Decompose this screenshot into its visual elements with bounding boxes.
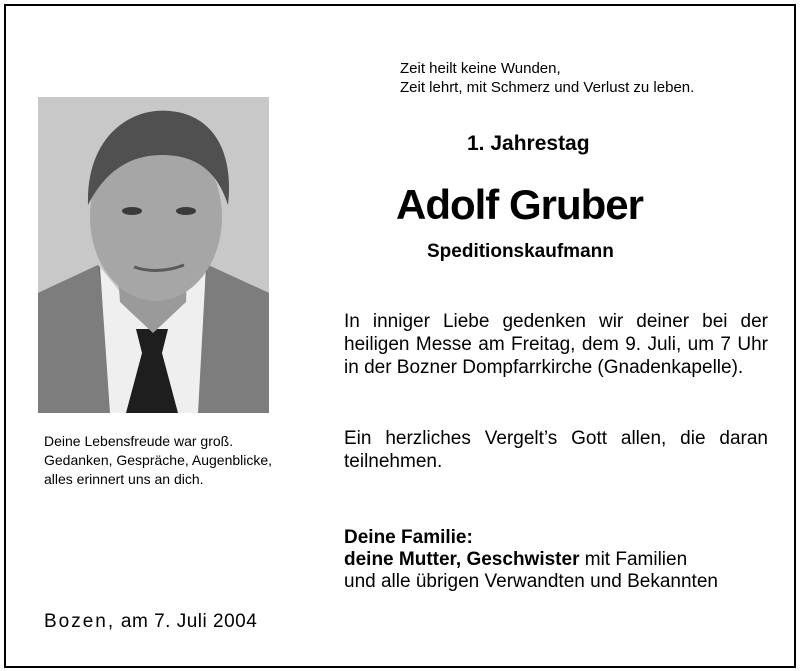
photo-caption xyxy=(44,432,272,489)
motto-line-2: Zeit lehrt, mit Schmerz und Verlust zu leben. xyxy=(400,79,695,96)
mass-announcement: In inniger Liebe gedenken wir deiner bei der heiligen Messe am Freitag, dem 9. Juli, um 7 Uhr in der Bozner Dompfarrkirche (Gnadenkapelle). xyxy=(344,311,768,378)
motto xyxy=(400,59,694,97)
family-heading: Deine Familie: xyxy=(344,527,473,548)
family-relatives-bold: deine Mutter, Geschwister xyxy=(344,549,580,570)
anniversary-heading: 1. Jahrestag xyxy=(467,132,590,155)
place-and-date xyxy=(44,611,257,633)
place-date: am 7. Juli 2004 xyxy=(115,611,258,632)
motto-line-1: Zeit heilt keine Wunden, xyxy=(400,60,561,77)
family-relatives-line xyxy=(344,549,718,571)
place-city: Bozen, xyxy=(44,611,116,632)
family-signature xyxy=(344,527,718,593)
portrait-photo xyxy=(38,97,269,413)
deceased-occupation: Speditionskaufmann xyxy=(427,241,614,262)
caption-line-2: Gedanken, Gespräche, Augenblicke, xyxy=(44,452,273,468)
caption-line-3: alles erinnert uns an dich. xyxy=(44,471,204,487)
caption-line-1: Deine Lebensfreude war groß. xyxy=(44,433,234,449)
family-relatives-rest: mit Familien xyxy=(579,549,688,570)
deceased-name: Adolf Gruber xyxy=(396,181,643,228)
family-others-line: und alle übrigen Verwandten und Bekannten xyxy=(344,571,718,592)
thanks-paragraph: Ein herzliches Vergelt’s Gott allen, die daran teilnehmen. xyxy=(344,428,768,472)
